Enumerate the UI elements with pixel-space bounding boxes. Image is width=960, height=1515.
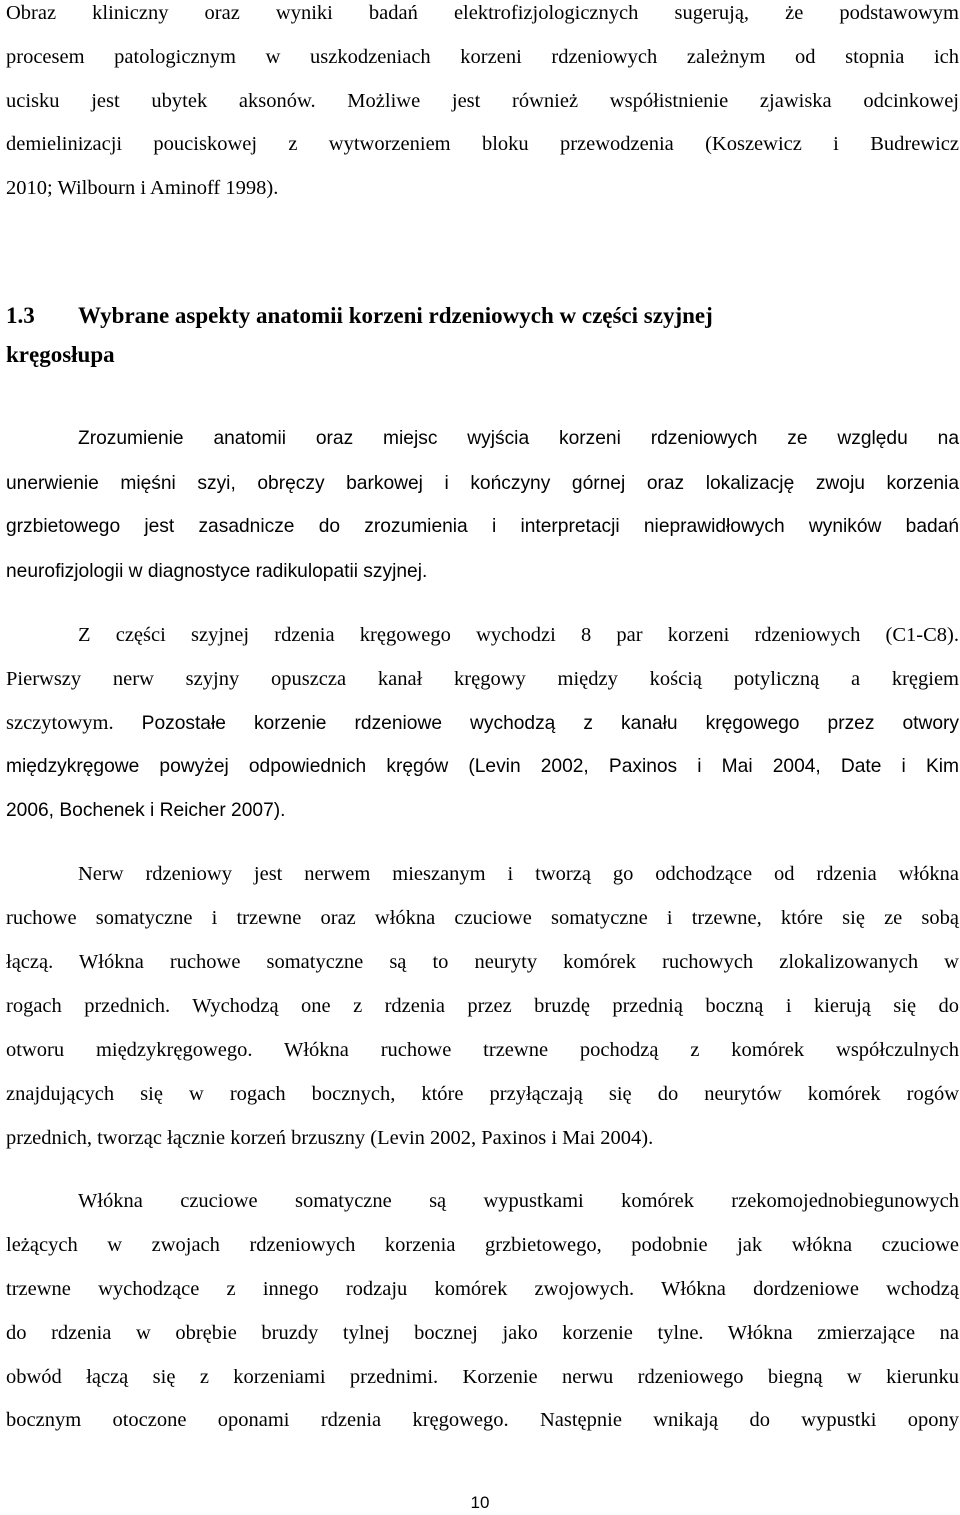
section-heading-line-1 xyxy=(6,302,959,330)
text-line: Włókna czuciowe somatyczne są wypustkami komórek rzekomojednobiegunowych xyxy=(78,1190,959,1212)
text-line: unerwienie mięśni szyi, obręczy barkowej i kończyny górnej oraz lokalizację zwoju korzenia xyxy=(6,473,959,494)
text-line: bocznym otoczone oponami rdzenia kręgowego. Następnie wnikają do wypustki opony xyxy=(6,1409,959,1431)
text-line: rogach przednich. Wychodzą one z rdzenia przez bruzdę przednią boczną i kierują się do xyxy=(6,995,959,1017)
text-line: międzykręgowe powyżej odpowiednich kręgów (Levin 2002, Paxinos i Mai 2004, Date i Kim xyxy=(6,756,959,777)
text-line: Nerw rdzeniowy jest nerwem mieszanym i tworzą go odchodzące od rdzenia włókna xyxy=(78,863,959,885)
text-line: łączą. Włókna ruchowe somatyczne są to neuryty komórek ruchowych zlokalizowanych w xyxy=(6,951,959,973)
text-line: 2006, Bochenek i Reicher 2007). xyxy=(6,800,286,821)
text-line: grzbietowego jest zasadnicze do zrozumienia i interpretacji nieprawidłowych wyników badań xyxy=(6,516,959,537)
text-line: trzewne wychodzące z innego rodzaju komórek zwojowych. Włókna dordzeniowe wchodzą xyxy=(6,1278,959,1300)
text-line: otworu międzykręgowego. Włókna ruchowe trzewne pochodzą z komórek współczulnych xyxy=(6,1039,959,1061)
text-line: ruchowe somatyczne i trzewne oraz włókna czuciowe somatyczne i trzewne, które się ze sobą xyxy=(6,907,959,929)
text-segment: Pozostałe korzenie rdzeniowe wychodzą z kanału kręgowego przez otwory xyxy=(113,713,959,734)
text-line: neurofizjologii w diagnostyce radikulopatii szyjnej. xyxy=(6,561,428,582)
text-line: Z części szyjnej rdzenia kręgowego wychodzi 8 par korzeni rdzeniowych (C1-C8). xyxy=(78,624,959,646)
text-line: znajdujących się w rogach bocznych, które przyłączają się do neurytów komórek rogów xyxy=(6,1083,959,1105)
section-number: 1.3 xyxy=(6,303,35,328)
text-line xyxy=(6,710,959,737)
text-line: leżących w zwojach rdzeniowych korzenia grzbietowego, podobnie jak włókna czuciowe xyxy=(6,1234,959,1256)
text-line: demielinizacji pouciskowej z wytworzeniem bloku przewodzenia (Koszewicz i Budrewicz xyxy=(6,133,959,155)
text-line: obwód łączą się z korzeniami przednimi. Korzenie nerwu rdzeniowego biegną w kierunku xyxy=(6,1366,959,1388)
section-heading-line-2: kręgosłupa xyxy=(6,342,115,367)
text-line: Pierwszy nerw szyjny opuszcza kanał kręgowy między kością potyliczną a kręgiem xyxy=(6,668,959,690)
text-line: ucisku jest ubytek aksonów. Możliwe jest również współistnienie zjawiska odcinkowej xyxy=(6,90,959,112)
text-line: Zrozumienie anatomii oraz miejsc wyjścia korzeni rdzeniowych ze względu na xyxy=(78,428,959,449)
page-number: 10 xyxy=(470,1493,490,1512)
text-line: procesem patologicznym w uszkodzeniach korzeni rdzeniowych zależnym od stopnia ich xyxy=(6,46,959,68)
text-line: do rdzenia w obrębie bruzdy tylnej bocznej jako korzenie tylne. Włókna zmierzające na xyxy=(6,1322,959,1344)
text-line: 2010; Wilbourn i Aminoff 1998). xyxy=(6,177,279,199)
section-title: Wybrane aspekty anatomii korzeni rdzeniowych w części szyjnej xyxy=(78,303,713,328)
text-line: Obraz kliniczny oraz wyniki badań elektrofizjologicznych sugerują, że podstawowym xyxy=(6,2,959,24)
text-segment: szczytowym. xyxy=(6,712,114,734)
text-line: przednich, tworząc łącznie korzeń brzuszny (Levin 2002, Paxinos i Mai 2004). xyxy=(6,1127,654,1149)
